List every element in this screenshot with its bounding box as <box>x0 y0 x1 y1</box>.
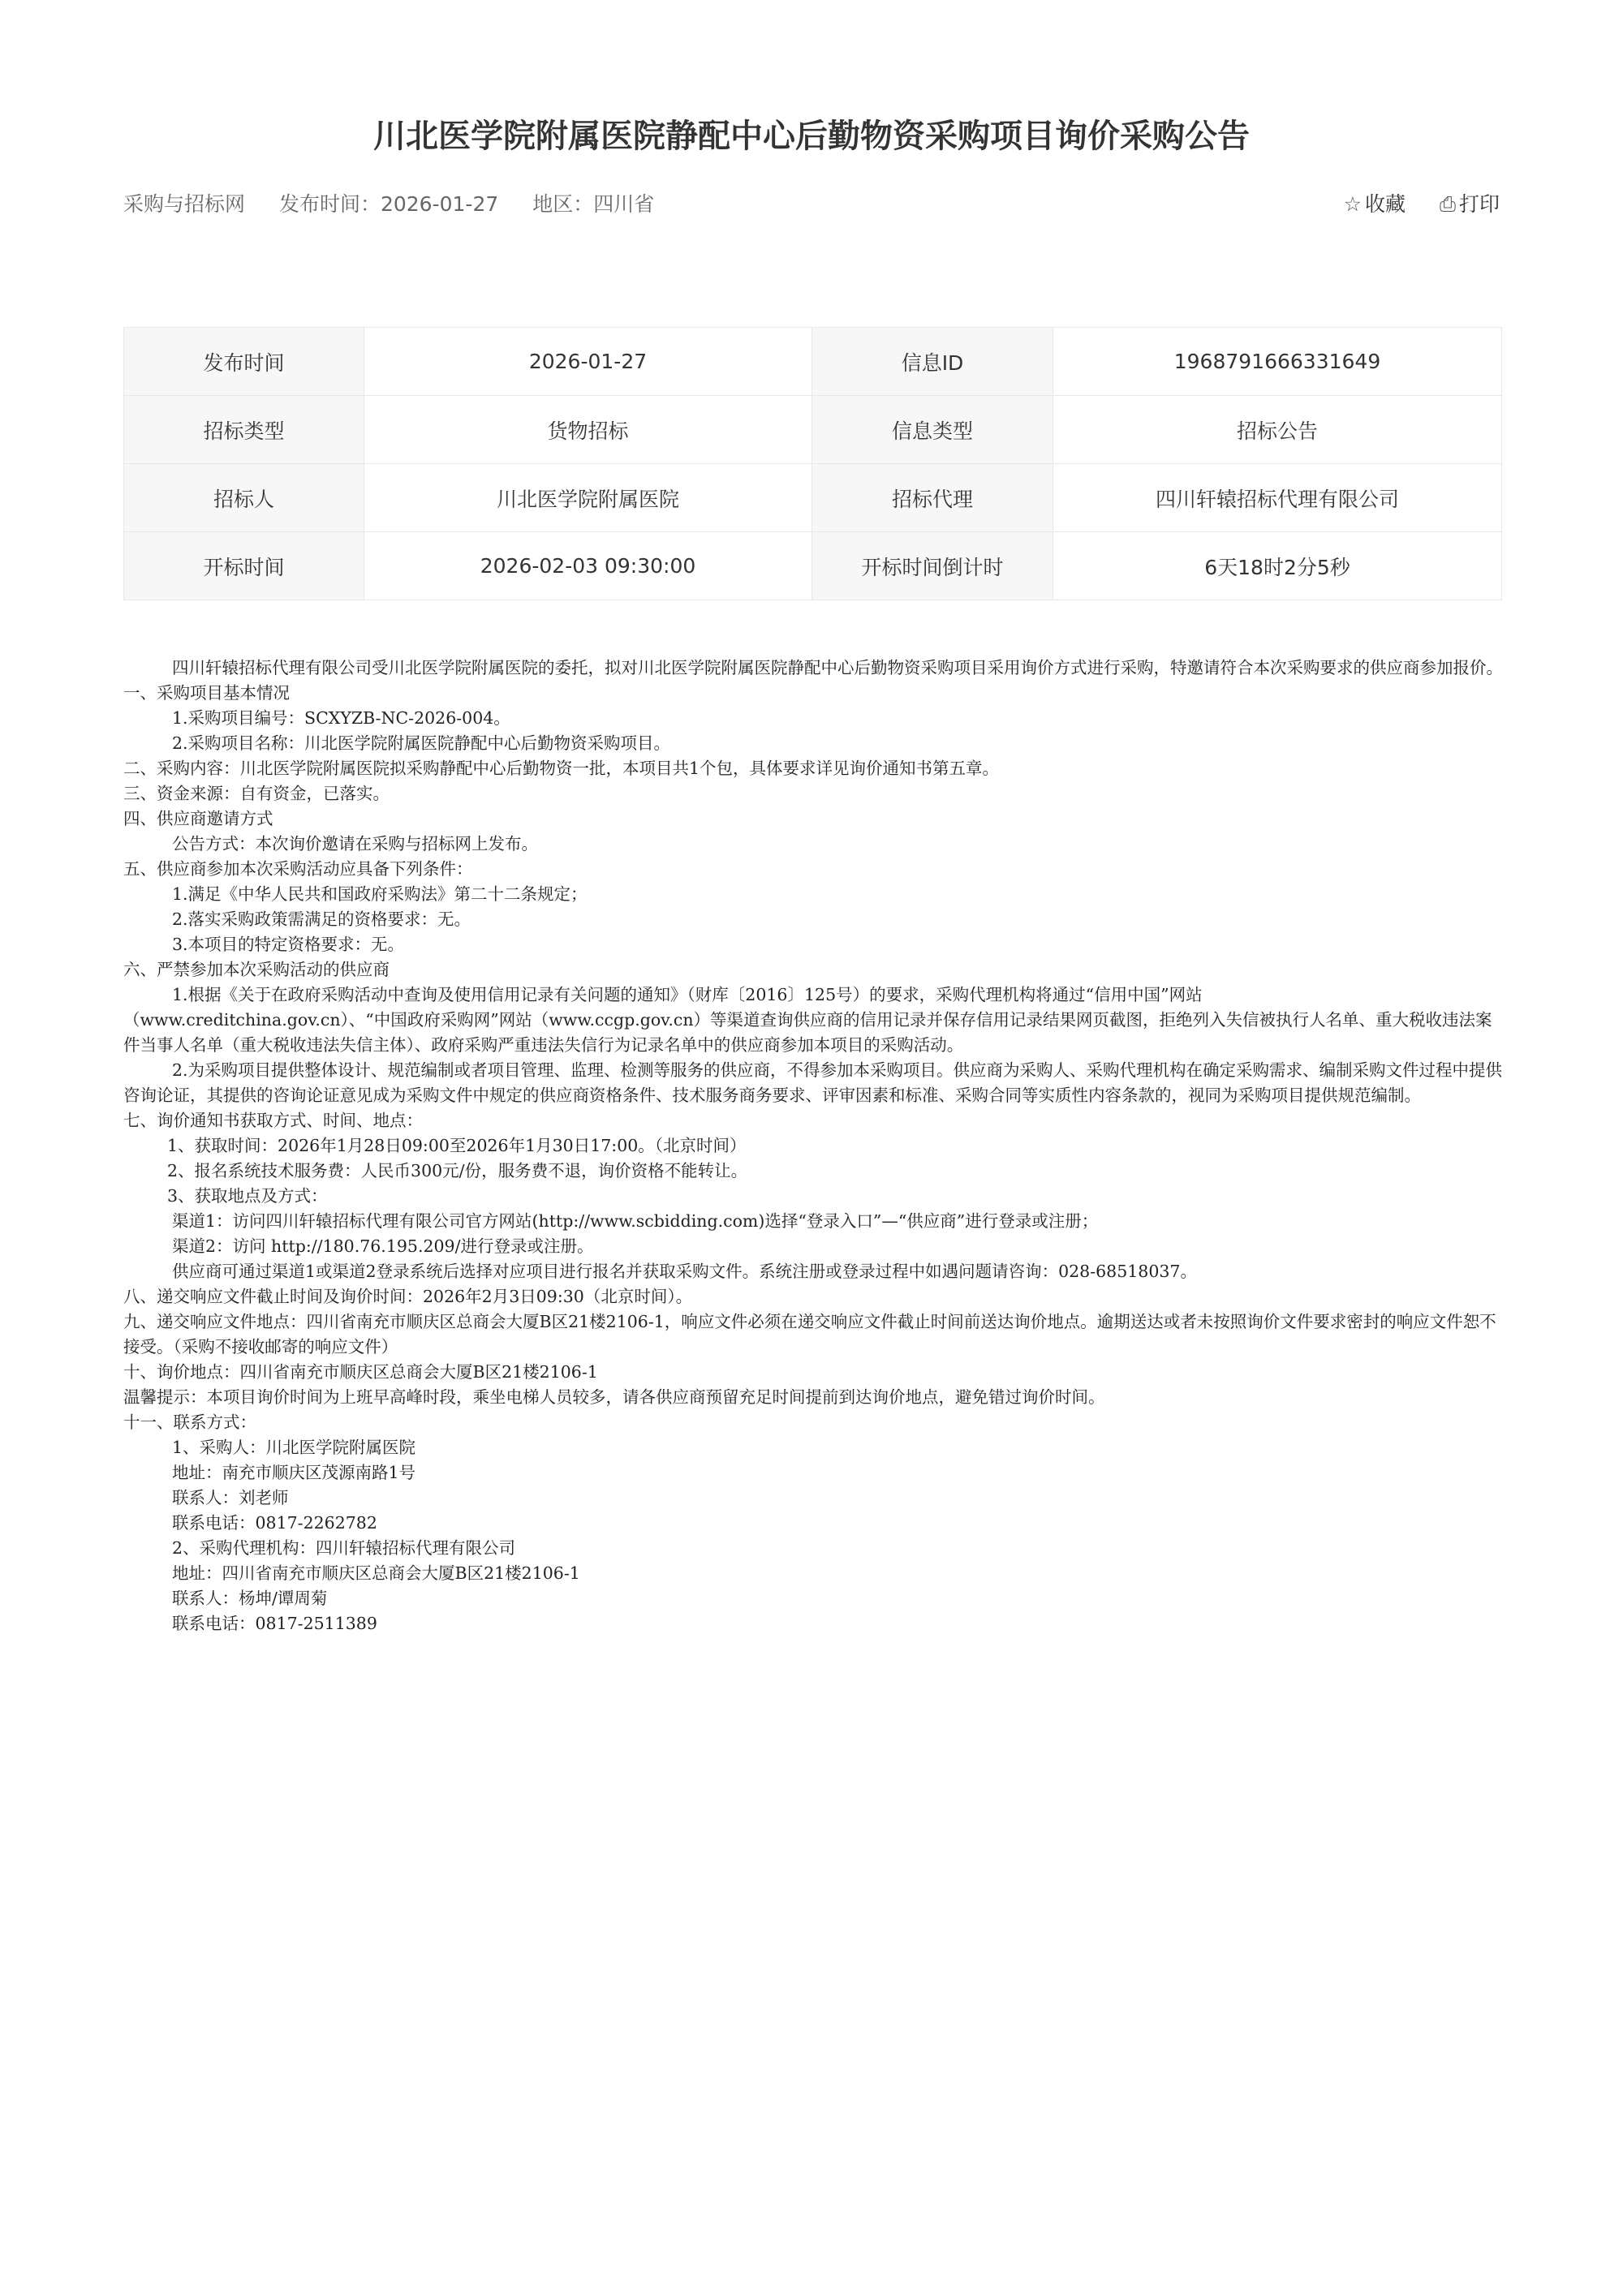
paragraph: 1、获取时间：2026年1月28日09:00至2026年1月30日17:00。（北京时间） <box>167 1136 747 1155</box>
print-button[interactable] <box>1440 192 1500 216</box>
cell-label: 开标时间 <box>124 532 364 600</box>
paragraph: 地址：四川省南充市顺庆区总商会大厦B区21楼2106-1 <box>172 1563 580 1583</box>
section-heading: 八、递交响应文件截止时间及询价时间：2026年2月3日09:30（北京时间）。 <box>123 1287 693 1306</box>
paragraph: 2.为采购项目提供整体设计、规范编制或者项目管理、监理、检测等服务的供应商，不得参加本采购项目。供应商为采购人、采购代理机构在确定采购需求、编制采购文件过程中提供咨询论证，其提供的咨询论证意见成为采购文件中规定的供应商资格条件、技术服务商务要求、评审因素和标准、采购合同等实质性内容条款的，视同为采购项目提供规范编制。 <box>123 1060 1503 1105</box>
paragraph: 联系人：刘老师 <box>172 1488 289 1507</box>
table-row <box>124 464 1502 532</box>
cell-label: 开标时间倒计时 <box>812 532 1053 600</box>
star-icon: ☆ <box>1343 192 1362 216</box>
section-heading: 六、严禁参加本次采购活动的供应商 <box>123 960 390 979</box>
info-table <box>123 327 1502 600</box>
paragraph: （www.creditchina.gov.cn）、“中国政府采购网”网站（www.ccgp.gov.cn）等渠道查询供应商的信用记录并保存信用记录结果网页截图，拒绝列入失信被执行人名单、重大税收违法案件当事人名单（重大税收违法失信主体）、政府采购严重违法失信行为记录名单中的供应商参加本项目的采购活动。 <box>123 1010 1492 1055</box>
paragraph: 地址：南充市顺庆区茂源南路1号 <box>172 1463 416 1482</box>
paragraph: 渠道2：访问 http://180.76.195.209/进行登录或注册。 <box>172 1236 594 1256</box>
favorite-label: 收藏 <box>1365 192 1406 216</box>
cell-label: 信息类型 <box>812 396 1053 464</box>
paragraph: 1.根据《关于在政府采购活动中查询及使用信用记录有关问题的通知》（财库〔2016〕125号）的要求，采购代理机构将通过“信用中国”网站 <box>172 985 1203 1004</box>
tip-paragraph: 温馨提示：本项目询价时间为上班早高峰时段，乘坐电梯人员较多，请各供应商预留充足时间提前到达询价地点，避免错过询价时间。 <box>123 1387 1105 1407</box>
paragraph: 联系电话：0817-2511389 <box>172 1614 377 1633</box>
paragraph: 1.采购项目编号：SCXYZB-NC-2026-004。 <box>172 708 510 728</box>
paragraph: 联系电话：0817-2262782 <box>172 1513 377 1533</box>
paragraph: 1.满足《中华人民共和国政府采购法》第二十二条规定； <box>172 884 588 904</box>
section-heading: 九、递交响应文件地点：四川省南充市顺庆区总商会大厦B区21楼2106-1，响应文件必须在递交响应文件截止时间前送达询价地点。逾期送达或者未按照询价文件要求密封的响应文件恕不接受。（采购不接收邮寄的响应文件） <box>123 1312 1496 1357</box>
paragraph: 3、获取地点及方式： <box>167 1186 328 1206</box>
paragraph: 渠道1：访问四川轩辕招标代理有限公司官方网站(http://www.scbidding.com)选择“登录入口”—“供应商”进行登录或注册； <box>172 1211 1099 1231</box>
paragraph: 供应商可通过渠道1或渠道2登录系统后选择对应项目进行报名并获取采购文件。系统注册或登录过程中如遇问题请咨询：028-68518037。 <box>172 1262 1197 1281</box>
intro-paragraph: 四川轩辕招标代理有限公司受川北医学院附属医院的委托，拟对川北医学院附属医院静配中心后勤物资采购项目采用询价方式进行采购，特邀请符合本次采购要求的供应商参加报价。 <box>172 658 1503 677</box>
section-heading: 三、资金来源：自有资金，已落实。 <box>123 784 390 803</box>
paragraph: 公告方式：本次询价邀请在采购与招标网上发布。 <box>172 834 538 853</box>
section-heading: 十、询价地点：四川省南充市顺庆区总商会大厦B区21楼2106-1 <box>123 1362 598 1382</box>
announcement-body <box>123 656 1503 1636</box>
paragraph: 2.采购项目名称：川北医学院附属医院静配中心后勤物资采购项目。 <box>172 733 671 753</box>
countdown-value: 6天18时2分5秒 <box>1053 532 1502 600</box>
cell-value: 2026-01-27 <box>364 328 812 396</box>
cell-value: 四川轩辕招标代理有限公司 <box>1053 464 1502 532</box>
cell-value: 招标公告 <box>1053 396 1502 464</box>
page-title: 川北医学院附属医院静配中心后勤物资采购项目询价采购公告 <box>373 118 1250 155</box>
meta-bar <box>123 190 682 219</box>
printer-icon: ⎙ <box>1439 192 1456 216</box>
section-heading: 一、采购项目基本情况 <box>123 683 290 703</box>
section-heading: 十一、联系方式： <box>123 1412 256 1432</box>
paragraph: 1、采购人：川北医学院附属医院 <box>172 1438 416 1457</box>
paragraph: 2、采购代理机构：四川轩辕招标代理有限公司 <box>172 1538 516 1558</box>
section-heading: 七、询价通知书获取方式、时间、地点： <box>123 1111 423 1130</box>
source-link[interactable]: 采购与招标网 <box>123 192 246 216</box>
paragraph: 2.落实采购政策需满足的资格要求：无。 <box>172 909 471 929</box>
cell-label: 招标类型 <box>124 396 364 464</box>
meta-actions <box>1316 190 1500 219</box>
cell-value: 1968791666331649 <box>1053 328 1502 396</box>
paragraph: 2、报名系统技术服务费：人民币300元/份，服务费不退，询价资格不能转让。 <box>167 1161 748 1180</box>
section-heading: 五、供应商参加本次采购活动应具备下列条件： <box>123 859 473 879</box>
section-heading: 四、供应商邀请方式 <box>123 809 273 828</box>
publish-time: 发布时间：2026-01-27 <box>278 192 499 216</box>
cell-value: 川北医学院附属医院 <box>364 464 812 532</box>
paragraph: 3.本项目的特定资格要求：无。 <box>172 935 405 954</box>
print-label: 打印 <box>1458 192 1500 216</box>
cell-label: 发布时间 <box>124 328 364 396</box>
table-row <box>124 396 1502 464</box>
cell-value: 货物招标 <box>364 396 812 464</box>
cell-label: 招标人 <box>124 464 364 532</box>
region: 地区：四川省 <box>532 192 655 216</box>
favorite-button[interactable] <box>1344 192 1406 216</box>
section-heading: 二、采购内容：川北医学院附属医院拟采购静配中心后勤物资一批，本项目共1个包，具体要求详见询价通知书第五章。 <box>123 759 1000 778</box>
table-row <box>124 328 1502 396</box>
table-row <box>124 532 1502 600</box>
paragraph: 联系人：杨坤/谭周菊 <box>172 1589 328 1608</box>
cell-label: 招标代理 <box>812 464 1053 532</box>
cell-value: 2026-02-03 09:30:00 <box>364 532 812 600</box>
cell-label: 信息ID <box>812 328 1053 396</box>
